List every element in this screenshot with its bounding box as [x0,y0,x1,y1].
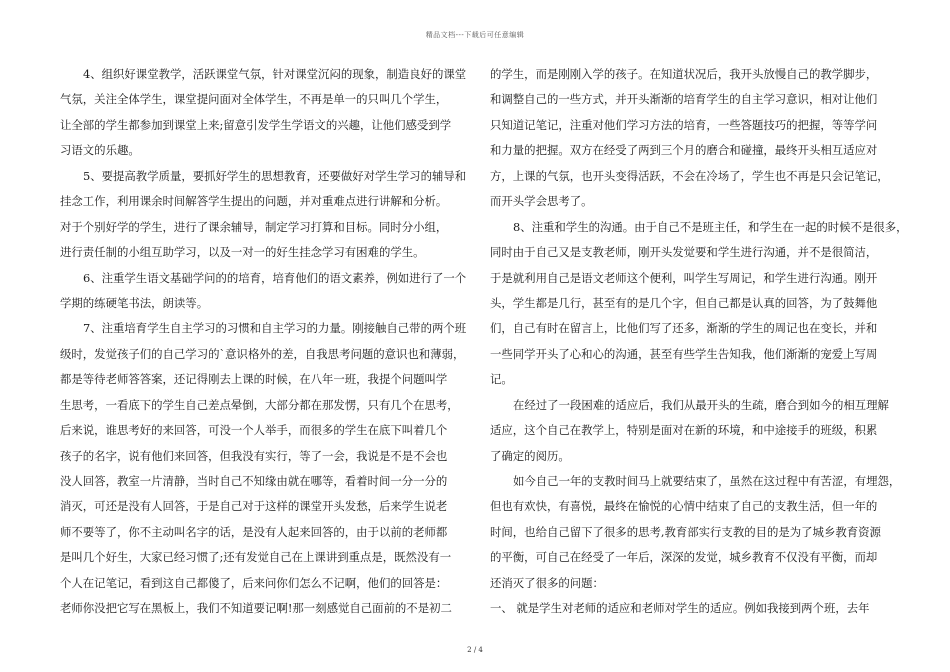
text-line: 5、要提高教学质量，要抓好学生的思想教育，还要做好对学生学习的辅导和 [83,168,467,183]
text-line: 是叫几个好生，大家已经习惯了;还有发觉自己在上课讲到重点是，既然没有一 [60,550,452,565]
text-line: 但也有欢快，有喜悦，最终在愉悦的心情中结束了自己的支教生活，但一年的 [490,499,878,514]
text-line: 一、 就是学生对老师的适应和老师对学生的适应。例如我接到两个班，去年 [490,601,870,616]
text-line: 和调整自己的一些方式，并开头渐渐的培育学生的自主学习意识，相对让他们 [490,92,878,107]
text-line: 消灭，可还是没有人回答，于是自己对于这样的课堂开头发愁，后来学生说老 [60,499,448,514]
left-column [60,62,467,622]
text-line: 只知道记笔记，注重对他们学习方法的培育，一些答题技巧的把握，等等学问 [490,117,878,132]
text-line: 在经过了一段困难的适应后，我们从最开头的生疏，磨合到如今的相互理解 [513,397,889,412]
text-line: 方，上课的气氛，也开头变得活跃，不会在冷场了，学生也不再是只会记笔记， [490,168,889,183]
text-line: 挂念工作，利用课余时间解答学生提出的问题，并对重难点进行讲解和分析。 [60,194,448,209]
page-number: 2 / 4 [467,646,483,654]
text-line: 们，自己有时在留言上，比他们写了还多，渐渐的学生的周记也在变长，并和 [490,321,878,336]
text-line: 而开头学会思考了。 [490,194,593,209]
text-line: 了确定的阅历。 [490,448,570,463]
text-line: 和力量的把握。双方在经受了两到三个月的磨合和碰撞，最终开头相互适应对 [490,143,878,158]
text-line: 的学生，而是刚刚入学的孩子。在知道状况后，我开头放慢自己的教学脚步， [490,67,878,81]
text-line: 师不要等了，你不主动叫名字的话，是没有人起来回答的，由于以前的老师都 [60,524,448,539]
text-line: 让全部的学生都参加到课堂上来;留意引发学生学语文的兴趣，让他们感受到学 [60,117,452,132]
text-line: 的平衡，可自己在经受了一年后，深深的发觉，城乡教育不仅没有平衡，而却 [490,550,878,565]
text-line: 个人在记笔记，看到这自己都傻了，后来问你们怎么不记啊，他们的回答是： [60,575,448,590]
text-line: 适应，这个自己在教学上，特别是面对在新的环境，和中途接手的班级，积累 [490,423,878,438]
text-line: 头，学生都是几行，甚至有的是几个字，但自己都是认真的回答，为了鼓舞他 [490,295,878,310]
text-line: 7、注重培育学生自主学习的习惯和自主学习的力量。刚接触自己带的两个班 [83,321,467,336]
text-line: 气氛，关注全体学生，课堂提问面对全体学生，不再是单一的只叫几个学生， [60,92,448,107]
text-line: 学期的练硬笔书法，朗读等。 [60,295,209,310]
text-line: 4、组织好课堂教学，活跃课堂气氛，针对课堂沉闷的现象，制造良好的课堂 [83,67,467,81]
text-line: 生思考，一看底下的学生自己差点晕倒，大部分都在那发愣，只有几个在思考， [60,397,459,412]
text-line: 如今自己一年的支教时间马上就要结束了，虽然在这过程中有苦涩，有埋怨， [513,474,901,488]
text-line: 对于个别好学的学生，进行了课余辅导，制定学习打算和目标。同时分小组， [60,219,448,234]
text-line: 没人回答，教室一片清静，当时自己不知缘由就在哪等，看着时间一分一分的 [60,474,448,488]
right-column [490,62,908,622]
page-header: 精品文档---下载后可任意编辑 [425,31,525,39]
text-line: 习语文的乐趣。 [60,143,140,158]
text-line: 进行责任制的小组互助学习，以及一对一的好生挂念学习有困难的学生。 [60,245,425,260]
text-line: 记。 [490,372,513,387]
text-line: 于是就利用自己是语文老师这个便利，叫学生写周记，和学生进行沟通。刚开 [490,270,878,285]
text-line: 8、注重和学生的沟通。由于自己不是班主任，和学生在一起的时候不是很多， [513,219,908,234]
text-line: 一些同学开头了心和心的沟通，甚至有些学生告知我，他们渐渐的宠爱上写周 [490,346,878,361]
text-line: 老师你没把它写在黑板上，我们不知道要记啊!那一刻感觉自己面前的不是初二 [60,601,452,616]
text-line: 6、注重学生语文基础学问的的培育，培育他们的语文素养，例如进行了一个 [83,270,467,285]
text-line: 同时由于自己又是支教老师，刚开头发觉要和学生进行沟通，并不是很简洁， [490,245,878,260]
text-line: 孩子的名字，说有他们来回答，但我没有实行，等了一会，我说是不是不会也 [60,448,448,463]
text-line: 级时，发觉孩子们的自己学习的`意识格外的差，自我思考问题的意识也和薄弱， [60,346,465,361]
text-line: 后来说，谁思考好的来回答，可没一个人举手，而很多的学生在底下叫着几个 [60,423,448,438]
text-line: 都是等待老师答答案，还记得刚去上课的时候，在八年一班，我提个问题叫学 [60,372,448,387]
text-line: 时间，也给自己留下了很多的思考,教育部实行支教的目的是为了城乡教育资源 [490,524,881,539]
text-line: 还消灭了很多的问题： [490,575,604,590]
